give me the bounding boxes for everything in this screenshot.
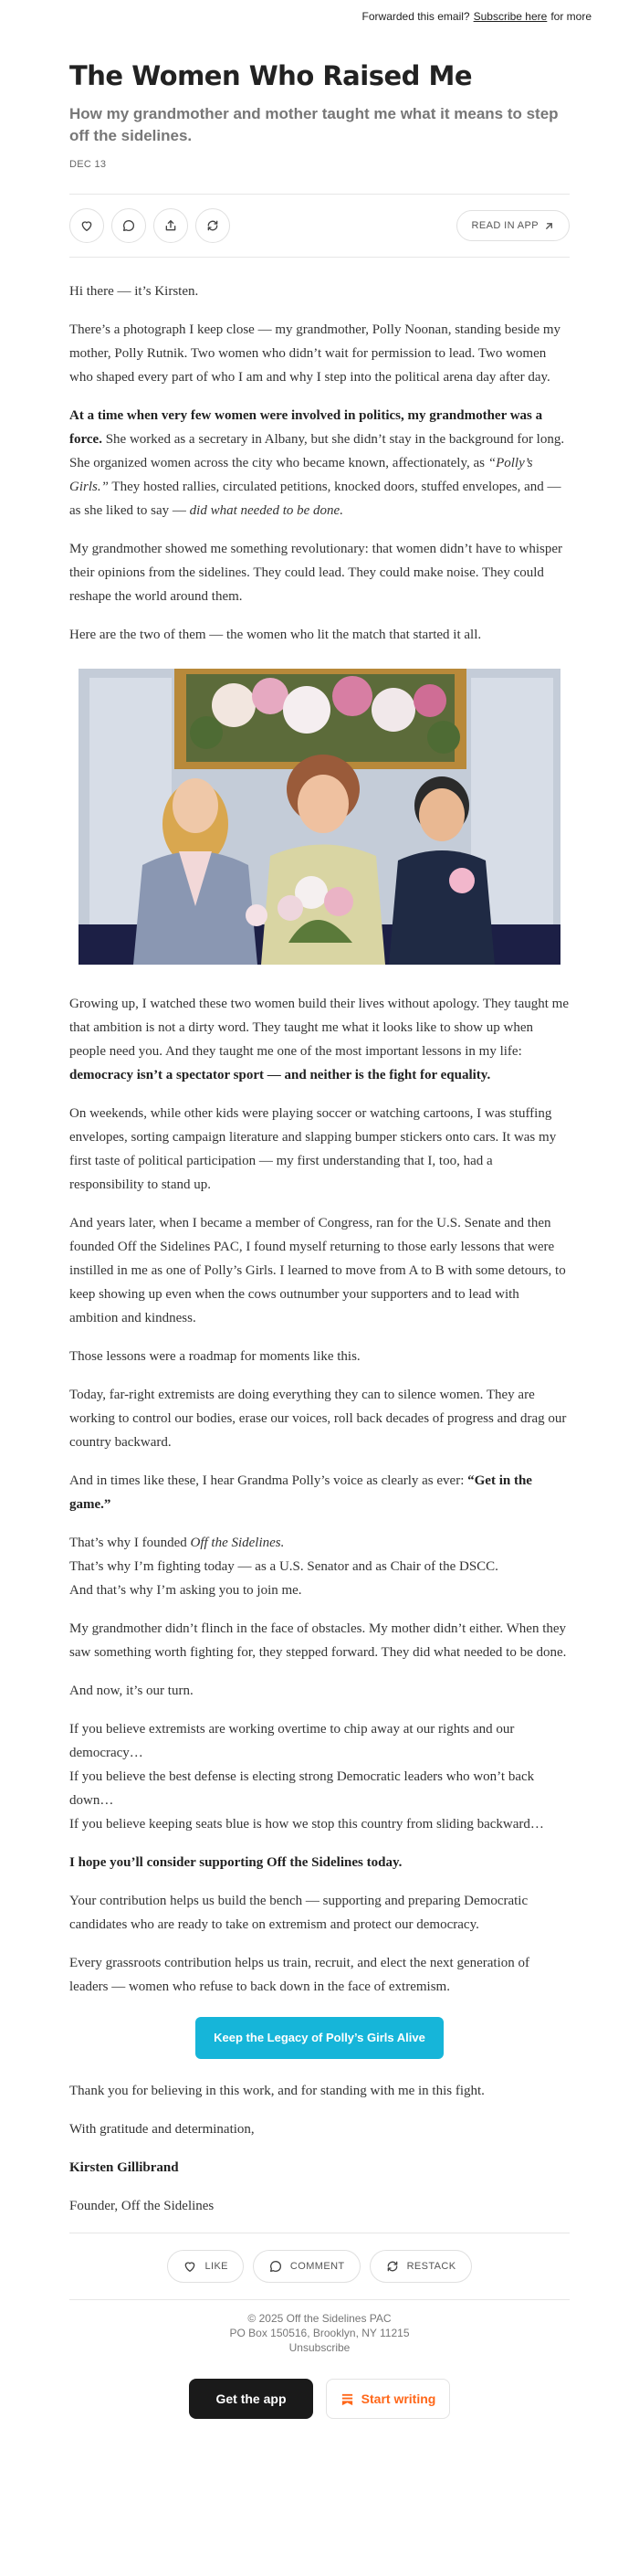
copyright: © 2025 Off the Sidelines PAC bbox=[247, 2312, 392, 2326]
paragraph: And years later, when I became a member of Congress, ran for the U.S. Senate and then founded Off the Sidelines PAC, I found myself returning to those early lessons that were instilled in me as one of Polly’s Girls. I learned to move from A to B with some detours, to keep showing up even when the cows outnumber your supporters and to lead with ambition and kindness. bbox=[69, 1216, 566, 1326]
read-in-app-button[interactable] bbox=[456, 210, 570, 241]
post-body bbox=[0, 280, 639, 2218]
heart-icon bbox=[79, 218, 94, 233]
unsubscribe-link[interactable]: Unsubscribe bbox=[288, 2341, 351, 2355]
restack-icon bbox=[205, 218, 220, 233]
like-button[interactable] bbox=[69, 208, 104, 243]
line-group bbox=[69, 1717, 570, 1836]
text: Growing up, I watched these two women build their lives without apology. They taught me that ambition is not a dirty word. They taught me what it looks like to show up when people need you. And they taught me one of the most important lessons in my life: bbox=[69, 997, 569, 1060]
cta-container bbox=[69, 2017, 570, 2059]
paragraph bbox=[69, 1469, 570, 1516]
line: If you believe the best defense is electing strong Democratic leaders who won’t back down… bbox=[69, 1769, 535, 1809]
subscribe-link[interactable]: Subscribe here bbox=[473, 10, 548, 23]
text: And in times like these, I hear Grandma Polly’s voice as clearly as ever: bbox=[69, 1473, 468, 1489]
footer-restack-button[interactable] bbox=[370, 2250, 472, 2283]
post-title: The Women Who Raised Me bbox=[69, 60, 473, 91]
text: She worked as a secretary in Albany, but she didn’t stay in the background for long. She organized women across the city who became known, affectionately, as bbox=[69, 432, 565, 471]
italic-text: “Polly’s Girls.” bbox=[69, 456, 533, 495]
line: That’s why I’m fighting today — as a U.S. Senator and as Chair of the DSCC. bbox=[69, 1559, 498, 1575]
photo-illustration bbox=[79, 669, 560, 965]
forward-suffix: for more bbox=[550, 10, 592, 23]
footer-actions bbox=[0, 2233, 639, 2299]
line bbox=[69, 1531, 570, 1555]
get-app-button[interactable]: Get the app bbox=[189, 2379, 313, 2419]
footer-comment-button[interactable] bbox=[253, 2250, 361, 2283]
like-label: LIKE bbox=[204, 2261, 228, 2273]
mailing-address: PO Box 150516, Brooklyn, NY 11215 bbox=[229, 2327, 410, 2340]
start-writing-button[interactable] bbox=[326, 2379, 450, 2419]
paragraph bbox=[69, 404, 570, 523]
family-photo[interactable] bbox=[79, 669, 560, 965]
paragraph bbox=[69, 992, 570, 1087]
line: If you believe keeping seats blue is how we stop this country from sliding backward… bbox=[69, 1817, 544, 1832]
line: If you believe extremists are working overtime to chip away at our rights and our democracy… bbox=[69, 1722, 515, 1761]
restack-icon bbox=[385, 2259, 400, 2274]
restack-button[interactable] bbox=[195, 208, 230, 243]
footer-like-button[interactable] bbox=[167, 2250, 243, 2283]
restack-label: RESTACK bbox=[406, 2261, 456, 2273]
paragraph: Here are the two of them — the women who lit the match that started it all. bbox=[69, 628, 482, 643]
comment-label: COMMENT bbox=[289, 2261, 345, 2273]
paragraph: On weekends, while other kids were playing soccer or watching cartoons, I was stuffing envelopes, sorting campaign literature and slapping bumper stickers onto cars. It was my first taste of political participation — my first understanding that I, too, had a responsibility to stand up. bbox=[69, 1106, 557, 1193]
paragraph: Today, far-right extremists are doing everything they can to silence women. They are working to control our bodies, erase our voices, roll back decades of progress and drag our country backward. bbox=[69, 1388, 567, 1451]
signature-title: Founder, Off the Sidelines bbox=[69, 2199, 215, 2214]
comment-button[interactable] bbox=[111, 208, 146, 243]
paragraph: Every grassroots contribution helps us train, recruit, and elect the next generation of leaders — women who refuse to back down in the face of extremism. bbox=[69, 1956, 530, 1995]
paragraph: Thank you for believing in this work, and for standing with me in this fight. bbox=[69, 2084, 485, 2099]
signature-name: Kirsten Gillibrand bbox=[69, 2160, 179, 2176]
share-icon bbox=[163, 218, 178, 233]
paragraph: With gratitude and determination, bbox=[69, 2122, 255, 2138]
read-in-app-label: READ IN APP bbox=[471, 220, 539, 232]
paragraph: My grandmother showed me something revolutionary: that women didn’t have to whisper their opinions from the sidelines. They could lead. They could make noise. They could reshape the world around them. bbox=[69, 542, 563, 605]
paragraph: Your contribution helps us build the bench — supporting and preparing Democratic candidates who are ready to take on extremism and protect our democracy. bbox=[69, 1894, 529, 1933]
paragraph bbox=[69, 1851, 570, 1874]
bold-text: I hope you’ll consider supporting Off the Sidelines today. bbox=[69, 1855, 403, 1871]
forward-prefix: Forwarded this email? bbox=[361, 10, 470, 23]
arrow-up-right-icon bbox=[544, 221, 554, 231]
footer-info bbox=[0, 2300, 639, 2355]
divider bbox=[69, 257, 570, 258]
share-button[interactable] bbox=[153, 208, 188, 243]
post-subtitle: How my grandmother and mother taught me what it means to step off the sidelines. bbox=[69, 104, 559, 144]
post-date: DEC 13 bbox=[69, 159, 107, 171]
line-group bbox=[69, 1531, 570, 1602]
bold-text: At a time when very few women were involved in politics, my grandmother was a force. bbox=[69, 408, 543, 448]
greeting: Hi there — it’s Kirsten. bbox=[69, 284, 199, 300]
paragraph: And now, it’s our turn. bbox=[69, 1684, 194, 1699]
paragraph: There’s a photograph I keep close — my grandmother, Polly Noonan, standing beside my mother, Polly Rutnik. Two women who didn’t wait for permission to lead. Two women who shaped every part of who I am and why I step into the political arena day after day. bbox=[69, 322, 561, 385]
paragraph: Those lessons were a roadmap for moments like this. bbox=[69, 1349, 361, 1365]
post-header bbox=[0, 33, 639, 170]
bold-text: democracy isn’t a spectator sport — and neither is the fight for equality. bbox=[69, 1068, 491, 1083]
forward-banner bbox=[0, 0, 639, 33]
italic-text: Off the Sidelines. bbox=[190, 1536, 285, 1551]
comment-icon bbox=[121, 218, 136, 233]
text: They hosted rallies, circulated petitions, knocked doors, stuffed envelopes, and — as she liked to say — bbox=[69, 480, 561, 519]
start-writing-label: Start writing bbox=[361, 2391, 436, 2407]
bold-text: “Get in the game.” bbox=[69, 1473, 532, 1513]
donate-cta-button[interactable]: Keep the Legacy of Polly’s Girls Alive bbox=[195, 2017, 444, 2059]
line: And that’s why I’m asking you to join me. bbox=[69, 1583, 302, 1599]
app-buttons bbox=[0, 2379, 639, 2419]
substack-logo-icon bbox=[340, 2392, 354, 2406]
post-actions bbox=[69, 195, 570, 257]
heart-icon bbox=[183, 2259, 197, 2274]
comment-icon bbox=[268, 2259, 283, 2274]
italic-text: did what needed to be done. bbox=[189, 503, 343, 519]
action-icons bbox=[69, 208, 230, 243]
paragraph: My grandmother didn’t flinch in the face of obstacles. My mother didn’t either. When they saw something worth fighting for, they stepped forward. They did what needed to be done. bbox=[69, 1621, 567, 1661]
text: That’s why I founded bbox=[69, 1536, 191, 1551]
